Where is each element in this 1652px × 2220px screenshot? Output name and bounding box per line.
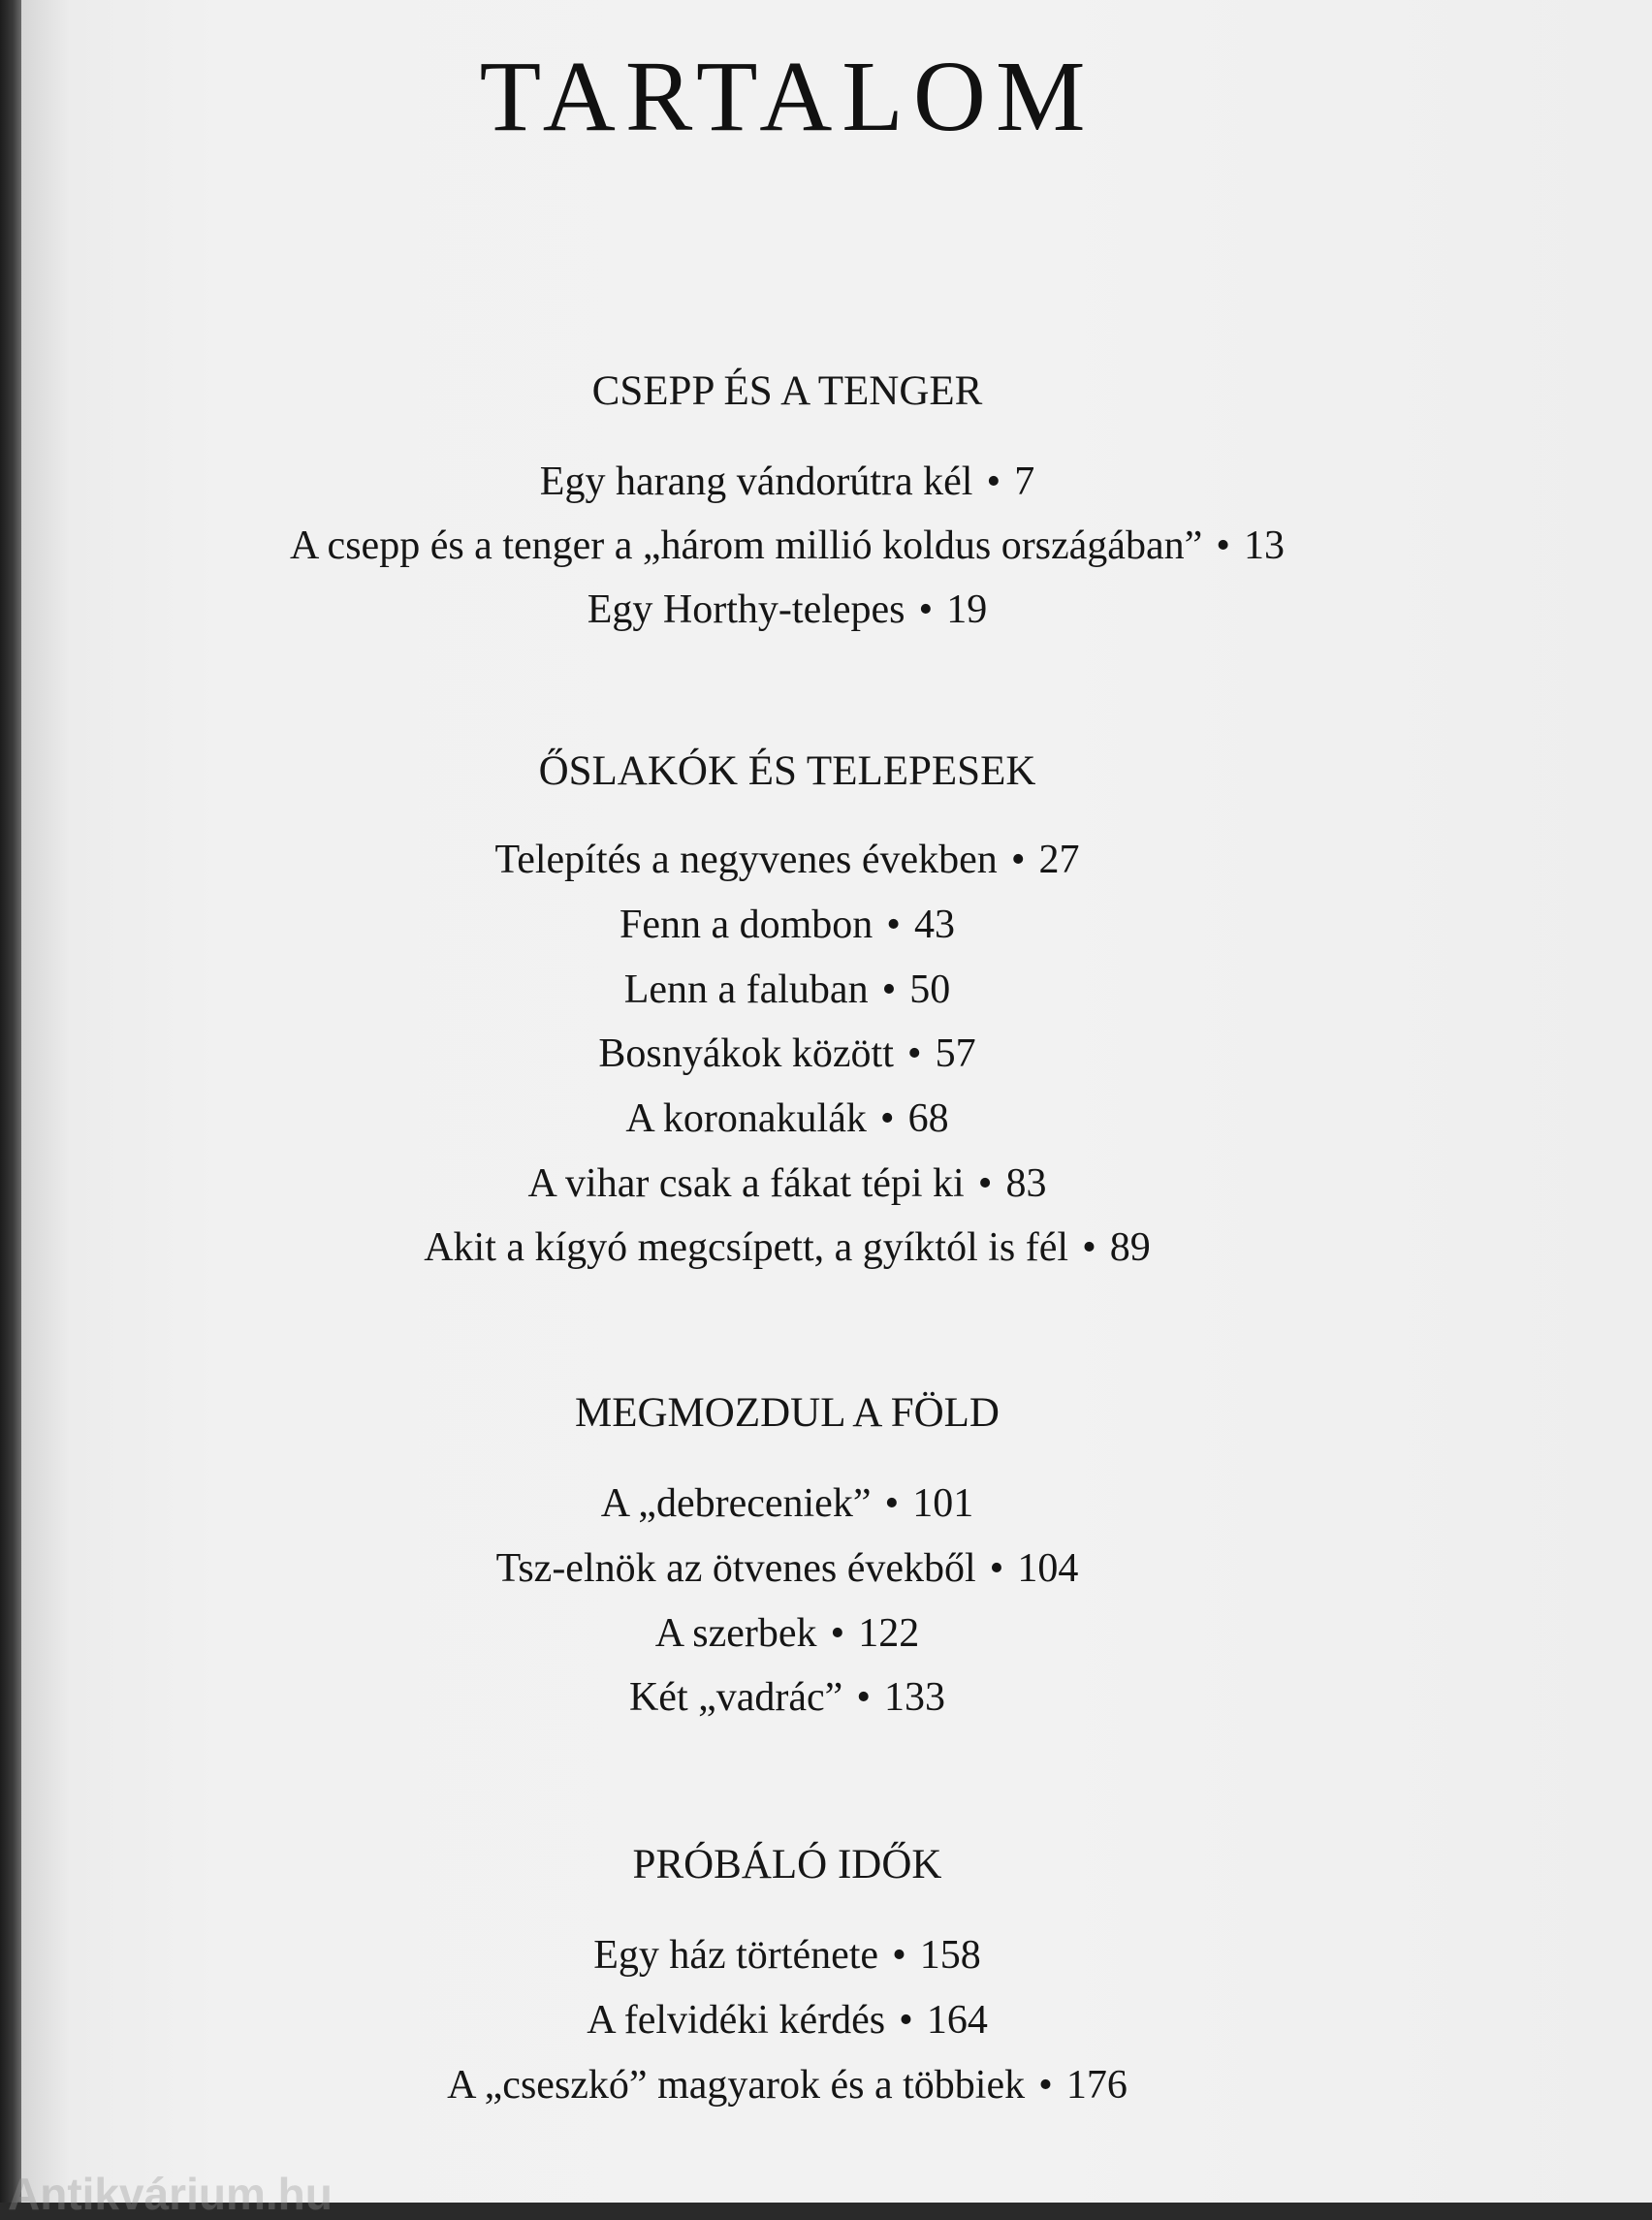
toc-entry [21,461,1652,502]
toc-entry [21,1163,1652,1204]
bullet-separator: • [977,1161,993,1206]
entry-title: A koronakulák [625,1096,867,1141]
entry-title: Egy Horthy-telepes [587,587,905,632]
entry-title: A csepp és a tenger a „három millió koldus országában” [290,523,1203,568]
bullet-separator: • [892,1933,906,1978]
toc-entry [21,2065,1652,2106]
entry-title: Telepítés a negyvenes években [494,838,998,882]
toc-entry [21,904,1652,945]
entry-title: A „cseszkó” magyarok és a többiek [447,2063,1026,2108]
entry-title: Egy ház története [593,1933,879,1978]
bullet-separator: • [906,1031,922,1076]
entry-page-number: 7 [1014,460,1035,504]
entry-page-number: 68 [907,1096,949,1141]
section-heading: MEGMOZDUL A FÖLD [575,1390,1000,1436]
bullet-separator: • [989,1546,1004,1591]
entry-page-number: 89 [1109,1225,1151,1270]
section-heading: CSEPP ÉS A TENGER [591,368,983,414]
page-title: TARTALOM [479,41,1096,152]
bullet-separator: • [918,587,934,632]
toc-entry [21,1033,1652,1074]
entry-title: A felvidéki kérdés [587,1998,886,2043]
bullet-separator: • [856,1675,872,1720]
book-page [21,0,1652,2203]
toc-entry [21,1613,1652,1654]
entry-page-number: 158 [919,1933,981,1978]
entry-page-number: 13 [1243,523,1285,568]
bullet-separator: • [1038,2063,1053,2108]
entry-title: Bosnyákok között [598,1031,894,1076]
entry-title: Tsz-elnök az ötvenes évekből [495,1546,976,1591]
entry-page-number: 57 [935,1031,976,1076]
bullet-separator: • [830,1611,845,1656]
entry-title: Lenn a faluban [623,967,869,1012]
toc-entry [21,1483,1652,1524]
watermark-text: Antikvárium.hu [8,2169,333,2219]
toc-entry [21,1227,1652,1268]
toc-entry [21,589,1652,630]
bullet-separator: • [1082,1225,1096,1270]
entry-page-number: 83 [1005,1161,1047,1206]
entry-page-number: 122 [858,1611,920,1656]
toc-entry [21,525,1652,566]
entry-title: Fenn a dombon [619,903,874,947]
entry-page-number: 101 [912,1481,974,1526]
entry-page-number: 176 [1065,2063,1128,2108]
bullet-separator: • [986,460,1001,504]
toc-entry [21,969,1652,1010]
entry-title: Akit a kígyó megcsípett, a gyíktól is fél [424,1225,1069,1270]
bullet-separator: • [899,1998,913,2043]
toc-entry [21,2000,1652,2041]
bullet-separator: • [881,967,897,1012]
bullet-separator: • [1216,523,1230,568]
toc-entry [21,1677,1652,1718]
section-heading: PRÓBÁLÓ IDŐK [632,1842,942,1887]
bullet-separator: • [886,903,902,947]
entry-title: A szerbek [654,1611,817,1656]
section-heading: ŐSLAKÓK ÉS TELEPESEK [538,748,1036,794]
entry-title: A vihar csak a fákat tépi ki [527,1161,965,1206]
entry-page-number: 19 [946,587,988,632]
bullet-separator: • [884,1481,900,1526]
entry-title: A „debreceniek” [600,1481,872,1526]
toc-entry [21,840,1652,880]
entry-page-number: 133 [884,1675,946,1720]
bullet-separator: • [1010,838,1026,882]
bullet-separator: • [879,1096,895,1141]
entry-page-number: 27 [1038,838,1080,882]
toc-entry [21,1098,1652,1139]
entry-page-number: 50 [909,967,951,1012]
book-spine-shadow [0,0,21,2203]
entry-page-number: 104 [1017,1546,1079,1591]
entry-title: Két „vadrác” [628,1675,843,1720]
toc-entry [21,1935,1652,1976]
entry-page-number: 164 [926,1998,988,2043]
toc-entry [21,1548,1652,1589]
entry-page-number: 43 [914,903,956,947]
entry-title: Egy harang vándorútra kél [539,460,973,504]
